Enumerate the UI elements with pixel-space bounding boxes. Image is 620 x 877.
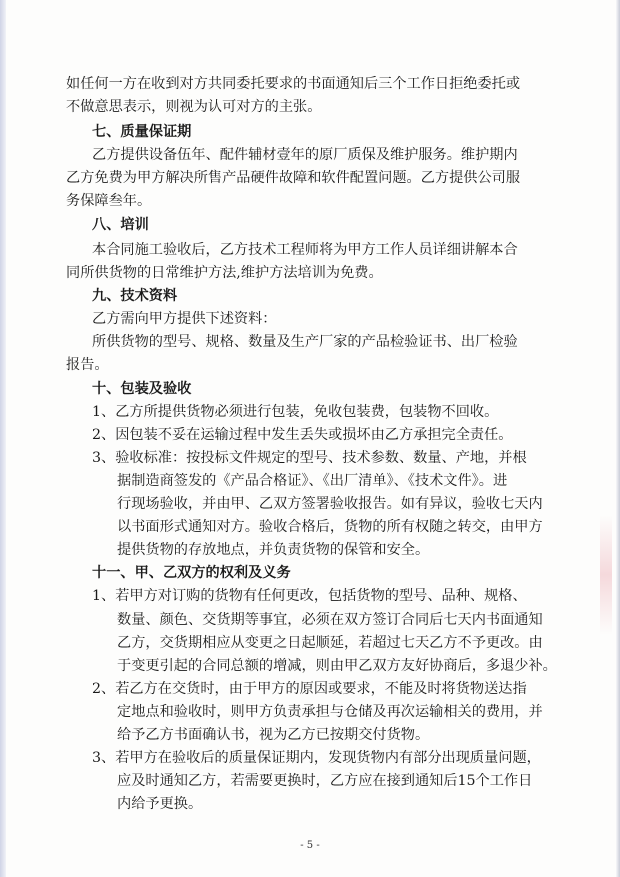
text-line: 应及时通知乙方，若需要更换时，乙方应在接到通知后15个工作日 xyxy=(117,773,533,789)
text-line: 本合同施工验收后，乙方技术工程师将为甲方工作人员详细讲解本合 xyxy=(92,242,518,258)
text-line: 务保障叁年。 xyxy=(66,193,152,209)
text-line: 乙方，交货期相应从变更之日起顺延，若超过七天乙方不予更改。由 xyxy=(117,635,543,651)
red-stamp-trace xyxy=(600,515,612,635)
list-item: 1、乙方所提供货物必须进行包装，免收包装费，包装物不回收。 xyxy=(92,404,499,420)
text-line: 乙方提供设备伍年、配件辅材壹年的原厂质保及维护服务。维护期内 xyxy=(92,147,518,163)
text-line: 据制造商签发的《产品合格证》、《出厂清单》、《技术文件》。进 xyxy=(117,473,508,489)
text-line: 乙方需向甲方提供下述资料： xyxy=(92,311,277,327)
section-heading-10: 十、包装及验收 xyxy=(92,381,192,397)
section-heading-9: 九、技术资料 xyxy=(92,288,178,304)
text-line: 不做意思表示，则视为认可对方的主张。 xyxy=(66,99,322,115)
text-line: 内给予更换。 xyxy=(117,796,203,812)
list-item: 2、若乙方在交货时，由于甲方的原因或要求，不能及时将货物送达指 xyxy=(92,681,527,697)
section-heading-11: 十一、甲、乙双方的权利及义务 xyxy=(92,565,291,581)
text-line: 如任何一方在收到对方共同委托要求的书面通知后三个工作日拒绝委托或 xyxy=(66,76,521,92)
list-item: 3、若甲方在验收后的质量保证期内，发现货物内有部分出现质量问题， xyxy=(92,750,541,766)
text-line: 给予乙方书面确认书，视为乙方已按期交付货物。 xyxy=(117,727,430,743)
text-line: 行现场验收，并由甲、乙双方签署验收报告。如有异议，验收七天内 xyxy=(117,496,543,512)
list-item: 3、验收标准：按投标文件规定的型号、技术参数、数量、产地，并根 xyxy=(92,450,527,466)
list-item: 2、因包装不妥在运输过程中发生丢失或损坏由乙方承担完全责任。 xyxy=(92,427,513,443)
text-line: 于变更引起的合同总额的增减，则由甲乙双方友好协商后，多退少补。 xyxy=(117,658,557,674)
text-line: 以书面形式通知对方。验收合格后，货物的所有权随之转交，由甲方 xyxy=(117,519,543,535)
text-line: 乙方免费为甲方解决所售产品硬件故障和软件配置问题。乙方提供公司服 xyxy=(66,170,521,186)
text-line: 报告。 xyxy=(66,357,109,373)
text-line: 同所供货物的日常维护方法,维护方法培训为免费。 xyxy=(66,265,383,281)
text-line: 数量、颜色、交货期等事宜，必须在双方签订合同后七天内书面通知 xyxy=(117,612,543,628)
text-line: 提供货物的存放地点，并负责货物的保管和安全。 xyxy=(117,542,430,558)
text-line: 所供货物的型号、规格、数量及生产厂家的产品检验证书、出厂检验 xyxy=(92,334,518,350)
text-line: 定地点和验收时，则甲方负责承担与仓储及再次运输相关的费用，并 xyxy=(117,704,543,720)
scan-right-edge xyxy=(616,0,620,877)
list-item: 1、若甲方对订购的货物有任何更改，包括货物的型号、品种、规格、 xyxy=(92,588,527,604)
section-heading-7: 七、质量保证期 xyxy=(92,124,192,140)
scan-left-edge xyxy=(0,0,6,877)
page-number: - 5 - xyxy=(300,840,320,851)
section-heading-8: 八、培训 xyxy=(92,217,149,233)
